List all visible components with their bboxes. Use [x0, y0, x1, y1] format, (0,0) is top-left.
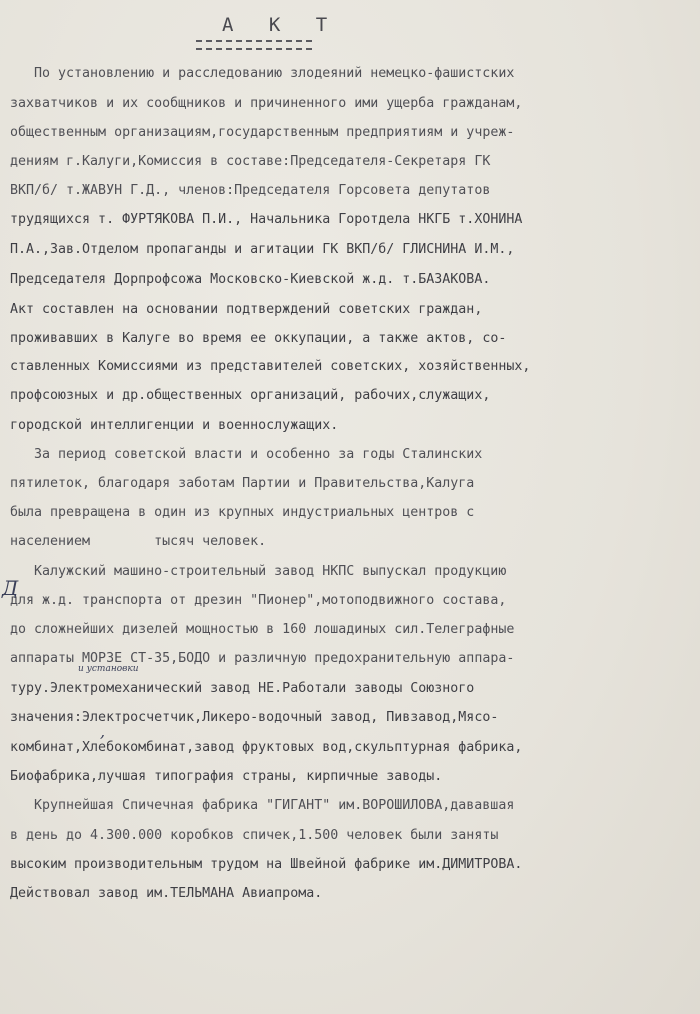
text-line: пятилеток, благодаря заботам Партии и Правительства,Калуга: [10, 476, 475, 491]
text-line: П.А.,Зав.Отделом пропаганды и агитации ГК ВКП/б/ ГЛИСНИНА И.М.,: [10, 242, 515, 257]
text-line: аппараты МОРЗЕ СТ-35,БОДО и различную предохранительную аппара-: [10, 651, 515, 666]
text-line: ставленных Комиссиями из представителей советских, хозяйственных,: [10, 359, 531, 374]
text-line: Калужский машино-строительный завод НКПС выпускал продукцию: [34, 564, 507, 579]
text-line: туру.Электромеханический завод НЕ.Работали заводы Союзного: [10, 681, 475, 696]
text-line: По установлению и расследованию злодеяний немецко-фашистских: [34, 66, 515, 81]
text-line: трудящихся т. ФУРТЯКОВА П.И., Начальника Горотдела НКГБ т.ХОНИНА: [10, 212, 523, 227]
text-line: профсоюзных и др.общественных организаций, рабочих,служащих,: [10, 388, 491, 403]
text-line: дениям г.Калуги,Комиссия в составе:Председателя-Секретаря ГК: [10, 154, 491, 169]
text-line: Председателя Дорпрофсожа Московско-Киевской ж.д. т.БАЗАКОВА.: [10, 272, 491, 287]
handwritten-comma: ,: [100, 722, 106, 741]
text-line: комбинат,Хлебокомбинат,завод фруктовых вод,скульптурная фабрика,: [10, 740, 523, 755]
text-line: населением тысяч человек.: [10, 534, 267, 549]
title-underline: [196, 40, 312, 50]
text-line: для ж.д. транспорта от дрезин "Пионер",мотоподвижного состава,: [10, 593, 507, 608]
text-line: значения:Электросчетчик,Ликеро-водочный завод, Пивзавод,Мясо-: [10, 710, 499, 725]
text-line: была превращена в один из крупных индустриальных центров с: [10, 505, 475, 520]
document-title: А К Т: [222, 14, 340, 36]
text-line: Действовал завод им.ТЕЛЬМАНА Авиапрома.: [10, 886, 323, 901]
text-line: За период советской власти и особенно за годы Сталинских: [34, 447, 483, 462]
text-line: проживавших в Калуге во время ее оккупации, а также актов, со-: [10, 331, 507, 346]
text-line: захватчиков и их сообщников и причиненного ими ущерба гражданам,: [10, 96, 523, 111]
text-line: городской интеллигенции и военнослужащих.: [10, 418, 339, 433]
text-line: в день до 4.300.000 коробков спичек,1.500 человек были заняты: [10, 828, 499, 843]
text-line: высоким производительным трудом на Швейной фабрике им.ДИМИТРОВА.: [10, 857, 523, 872]
handwritten-margin-mark: Д: [2, 576, 19, 600]
text-line: Биофабрика,лучшая типография страны, кирпичные заводы.: [10, 769, 443, 784]
text-line: Акт составлен на основании подтверждений советских граждан,: [10, 302, 483, 317]
text-line: ВКП/б/ т.ЖАВУН Г.Д., членов:Председателя Горсовета депутатов: [10, 183, 491, 198]
text-line: общественным организациям,государственным предприятиям и учреж-: [10, 125, 515, 140]
text-line: до сложнейших дизелей мощностью в 160 лошадиных сил.Телеграфные: [10, 622, 515, 637]
text-line: Крупнейшая Спичечная фабрика "ГИГАНТ" им.ВОРОШИЛОВА,дававшая: [34, 798, 515, 813]
handwritten-insertion: и установки: [78, 664, 139, 674]
